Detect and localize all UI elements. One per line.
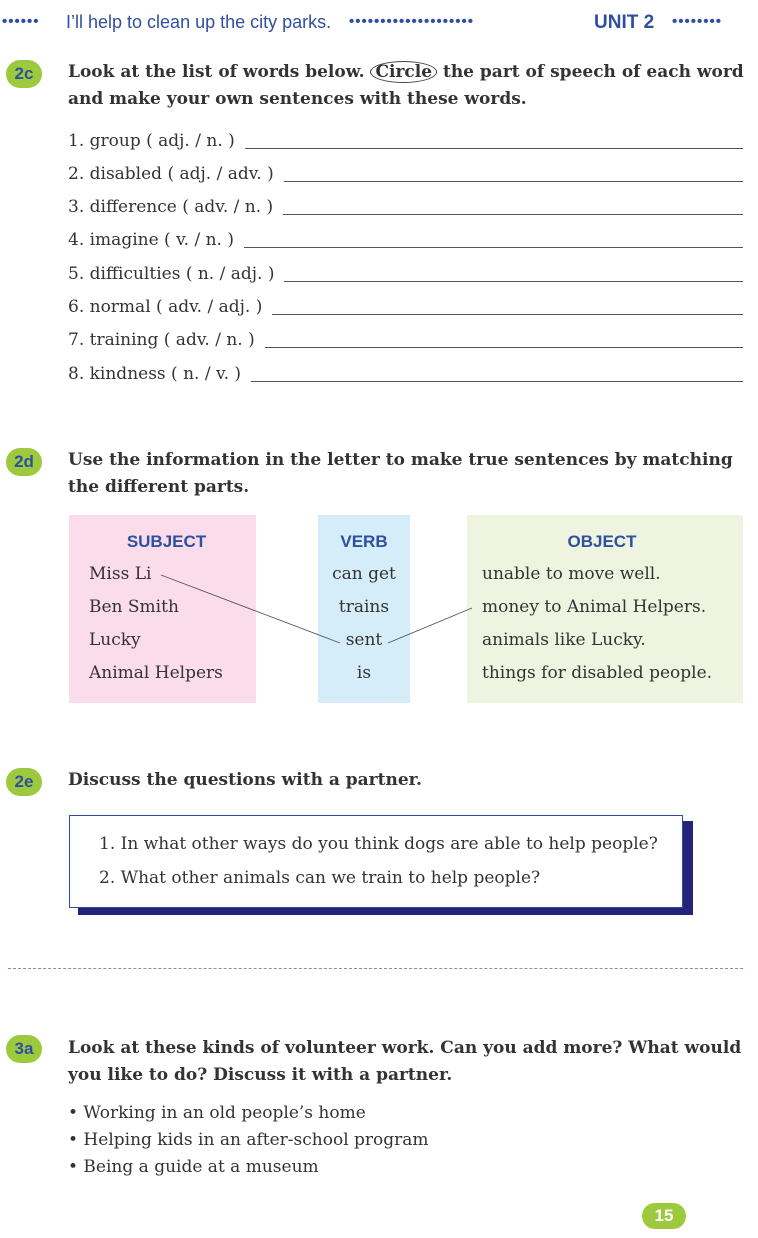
word-label: 5. difficulties ( n. / adj. ) bbox=[68, 264, 275, 284]
header-title: I’ll help to clean up the city parks. bbox=[66, 12, 332, 32]
instruction-3a bbox=[68, 1035, 741, 1089]
word-label: 8. kindness ( n. / v. ) bbox=[68, 364, 242, 384]
question-item: 2. What other animals can we train to help people? bbox=[99, 868, 541, 888]
word-label: 3. difference ( adv. / n. ) bbox=[68, 197, 274, 217]
subject-header: SUBJECT bbox=[126, 532, 207, 551]
word-label: 7. training ( adv. / n. ) bbox=[68, 330, 255, 350]
object-item[interactable]: unable to move well. bbox=[482, 564, 661, 584]
instruction-2c-line2: and make your own sentences with these words. bbox=[68, 89, 527, 109]
question-item: 1. In what other ways do you think dogs are able to help people? bbox=[99, 834, 658, 854]
instruction-2e: Discuss the questions with a partner. bbox=[68, 770, 422, 790]
verb-item[interactable]: sent bbox=[345, 630, 383, 650]
verb-item[interactable]: can get bbox=[332, 564, 396, 584]
bullet-item: • Working in an old people’s home bbox=[68, 1103, 366, 1123]
bullet-item: • Helping kids in an after-school program bbox=[68, 1130, 429, 1150]
subject-item[interactable]: Animal Helpers bbox=[89, 663, 223, 683]
header-dots-mid: •••••••••••••••••••• bbox=[349, 13, 475, 30]
header-dots-right: •••••••• bbox=[672, 13, 723, 30]
match-line-sent-money bbox=[388, 608, 472, 643]
section-divider bbox=[8, 968, 743, 969]
object-item[interactable]: money to Animal Helpers. bbox=[482, 597, 707, 617]
instruction-3a-line2: you like to do? Discuss it with a partner. bbox=[68, 1065, 453, 1085]
object-item[interactable]: animals like Lucky. bbox=[482, 630, 646, 650]
section-badge-2c: 2c bbox=[6, 60, 42, 88]
bullet-item: • Being a guide at a museum bbox=[68, 1157, 319, 1177]
word-label: 1. group ( adj. / n. ) bbox=[68, 131, 235, 151]
verb-item[interactable]: is bbox=[356, 663, 372, 683]
object-header: OBJECT bbox=[567, 532, 637, 551]
subject-item[interactable]: Miss Li bbox=[89, 564, 152, 584]
instruction-2c-part1: Look at the list of words below. bbox=[68, 62, 365, 82]
header-dots-left: •••••• bbox=[2, 13, 40, 30]
word-label: 6. normal ( adv. / adj. ) bbox=[68, 297, 263, 317]
circle-word: Circle bbox=[370, 61, 437, 83]
unit-label: UNIT 2 bbox=[594, 12, 655, 33]
instruction-2c-part2: the part of speech of each word bbox=[442, 62, 744, 82]
object-item[interactable]: things for disabled people. bbox=[482, 663, 713, 683]
verb-header: VERB bbox=[340, 532, 388, 551]
match-line-missli-sent bbox=[161, 575, 340, 643]
subject-item[interactable]: Ben Smith bbox=[89, 597, 179, 617]
section-badge-3a: 3a bbox=[6, 1035, 42, 1063]
instruction-3a-line1: Look at these kinds of volunteer work. Can you add more? What would bbox=[68, 1038, 742, 1058]
word-label: 2. disabled ( adj. / adv. ) bbox=[68, 164, 274, 184]
page-number: 15 bbox=[642, 1203, 686, 1229]
verb-item[interactable]: trains bbox=[338, 597, 390, 617]
subject-item[interactable]: Lucky bbox=[89, 630, 141, 650]
section-badge-2d: 2d bbox=[6, 448, 42, 476]
section-badge-2e: 2e bbox=[6, 768, 42, 796]
word-label: 4. imagine ( v. / n. ) bbox=[68, 230, 234, 250]
instruction-2d-line1: Use the information in the letter to make true sentences by matching bbox=[68, 450, 733, 470]
instruction-2d-line2: the different parts. bbox=[68, 477, 250, 497]
question-box bbox=[69, 815, 683, 908]
